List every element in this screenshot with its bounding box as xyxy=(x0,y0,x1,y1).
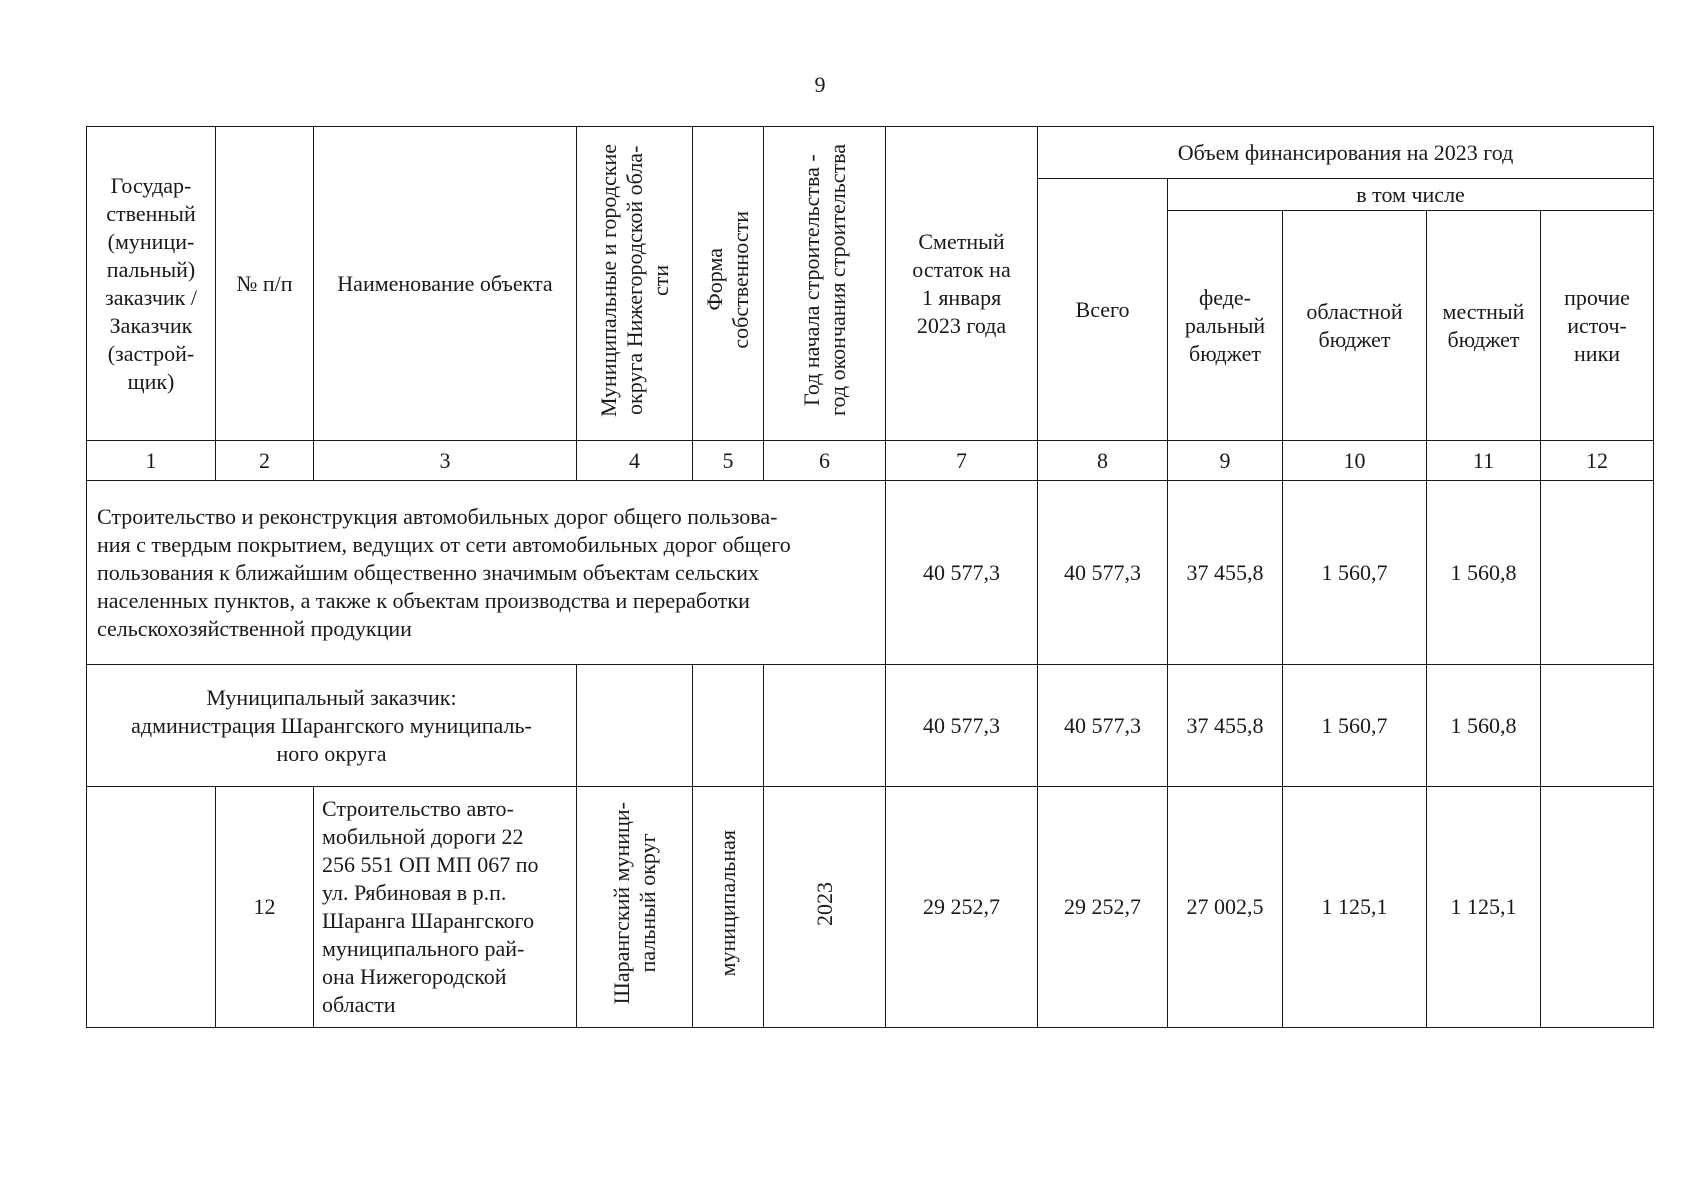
customer-title: Муниципальный заказчик: администрация Шарангского муниципаль- ного округа xyxy=(87,665,577,787)
header-ownership: Форма собственности xyxy=(693,127,764,441)
col-number-11: 11 xyxy=(1427,441,1541,481)
section-federal: 37 455,8 xyxy=(1168,481,1283,665)
section-other xyxy=(1541,481,1654,665)
header-regional: областной бюджет xyxy=(1283,211,1427,441)
header-object-name: Наименование объекта xyxy=(314,127,577,441)
header-customer: Государ- ственный (муници- пальный) заказчик / Заказчик (застрой- щик) xyxy=(87,127,216,441)
section-total: 40 577,3 xyxy=(1038,481,1168,665)
section-local: 1 560,8 xyxy=(1427,481,1541,665)
object-customer xyxy=(87,787,216,1028)
col-number-2: 2 xyxy=(216,441,314,481)
col-number-10: 10 xyxy=(1283,441,1427,481)
object-name: Строительство авто- мобильной дороги 22 256 551 ОП МП 067 по ул. Рябиновая в р.п. Шаранга Шарангского муниципального рай- она Нижегородской области xyxy=(314,787,577,1028)
section-regional: 1 560,7 xyxy=(1283,481,1427,665)
header-other: прочие источ- ники xyxy=(1541,211,1654,441)
header-financing: Объем финансирования на 2023 год xyxy=(1038,127,1654,179)
object-ownership: муниципальная xyxy=(693,787,764,1028)
object-estimate: 29 252,7 xyxy=(886,787,1038,1028)
customer-federal: 37 455,8 xyxy=(1168,665,1283,787)
customer-local: 1 560,8 xyxy=(1427,665,1541,787)
header-total: Всего xyxy=(1038,179,1168,441)
customer-years xyxy=(764,665,886,787)
page-number: 9 xyxy=(814,72,826,97)
customer-district xyxy=(577,665,693,787)
object-local: 1 125,1 xyxy=(1427,787,1541,1028)
object-federal: 27 002,5 xyxy=(1168,787,1283,1028)
header-federal: феде- ральный бюджет xyxy=(1168,211,1283,441)
object-row xyxy=(87,787,1654,1028)
section-title: Строительство и реконструкция автомобильных дорог общего пользова- ния с твердым покрытием, ведущих от сети автомобильных дорог общего пользования к ближайшим общественно значимым объектам сельских населенных пунктов, а также к объектам производства и переработки сельскохозяйственной продукции xyxy=(87,481,886,665)
object-number: 12 xyxy=(216,787,314,1028)
col-number-7: 7 xyxy=(886,441,1038,481)
header-row-1 xyxy=(87,127,1654,179)
header-estimate: Сметный остаток на 1 января 2023 года xyxy=(886,127,1038,441)
col-number-4: 4 xyxy=(577,441,693,481)
section-estimate: 40 577,3 xyxy=(886,481,1038,665)
customer-row xyxy=(87,665,1654,787)
object-regional: 1 125,1 xyxy=(1283,787,1427,1028)
header-years: Год начала строительства - год окончания строительства xyxy=(764,127,886,441)
header-district: Муниципальные и городские округа Нижегородской обла- сти xyxy=(577,127,693,441)
customer-estimate: 40 577,3 xyxy=(886,665,1038,787)
col-number-8: 8 xyxy=(1038,441,1168,481)
header-number: № п/п xyxy=(216,127,314,441)
col-number-12: 12 xyxy=(1541,441,1654,481)
customer-other xyxy=(1541,665,1654,787)
column-number-row xyxy=(87,441,1654,481)
col-number-9: 9 xyxy=(1168,441,1283,481)
header-including: в том числе xyxy=(1168,179,1654,211)
col-number-3: 3 xyxy=(314,441,577,481)
col-number-6: 6 xyxy=(764,441,886,481)
col-number-1: 1 xyxy=(87,441,216,481)
object-total: 29 252,7 xyxy=(1038,787,1168,1028)
object-years: 2023 xyxy=(764,787,886,1028)
col-number-5: 5 xyxy=(693,441,764,481)
customer-total: 40 577,3 xyxy=(1038,665,1168,787)
object-other xyxy=(1541,787,1654,1028)
customer-ownership xyxy=(693,665,764,787)
object-district: Шарангский муници- пальный округ xyxy=(577,787,693,1028)
customer-regional: 1 560,7 xyxy=(1283,665,1427,787)
section-row xyxy=(87,481,1654,665)
header-local: местный бюджет xyxy=(1427,211,1541,441)
financing-table xyxy=(86,126,1654,1028)
